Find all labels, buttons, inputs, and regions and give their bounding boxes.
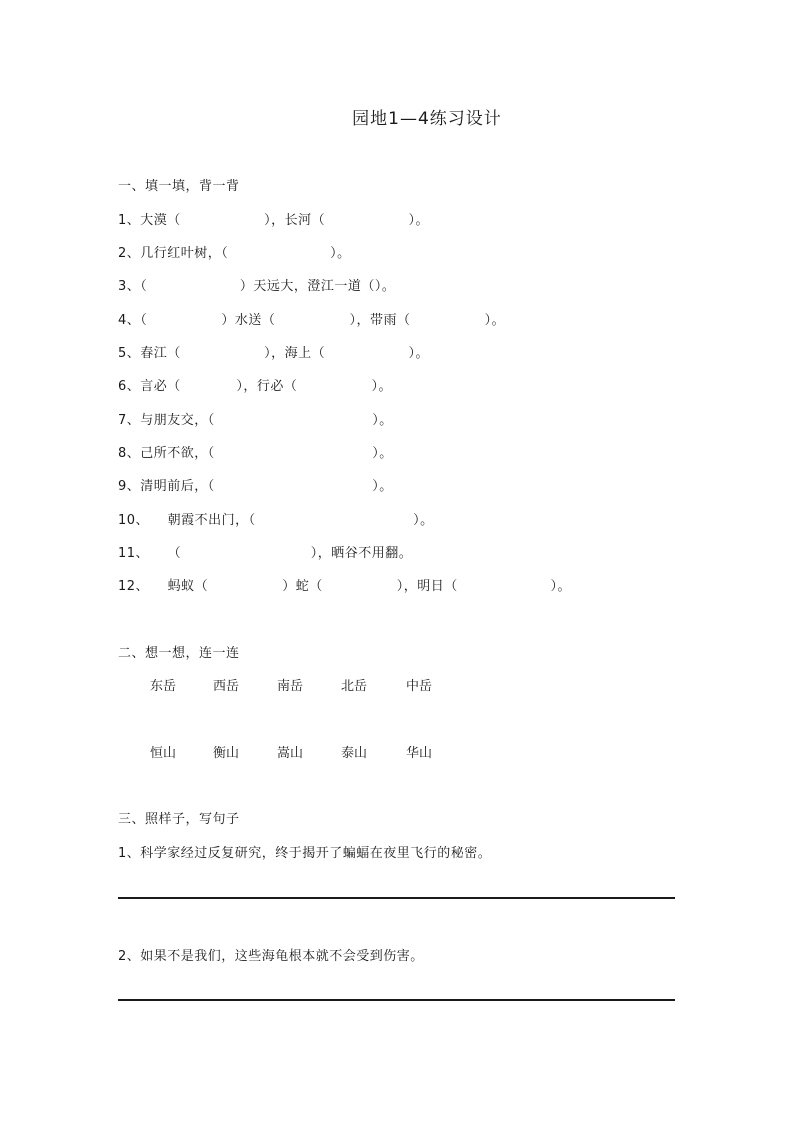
page-title: 园地1—4练习设计 [352,109,502,129]
fill-item-6: 6、言必（ ），行必（ ）。 [118,379,392,394]
fill-item-2: 2、几行红叶树，（ ）。 [118,246,351,261]
match-item-top[interactable]: 东岳 [150,679,177,694]
match-item-top[interactable]: 南岳 [277,679,304,694]
match-item-top[interactable]: 西岳 [213,679,240,694]
match-item-bottom[interactable]: 泰山 [341,746,368,761]
match-item-bottom[interactable]: 恒山 [150,746,177,761]
answer-line-2[interactable] [118,999,675,1001]
match-item-bottom[interactable]: 嵩山 [277,746,304,761]
fill-item-5: 5、春江（ ），海上（ ）。 [118,346,430,361]
fill-item-11: 11、 （ ），晒谷不用翻。 [118,546,413,561]
answer-line-1[interactable] [118,897,675,899]
section-1-heading: 一、填一填，背一背 [118,179,240,194]
fill-item-12: 12、 蚂蚁（ ）蛇（ ），明日（ ）。 [118,579,571,594]
fill-item-7: 7、与朋友交，（ ）。 [118,413,393,428]
sentence-example-1: 1、科学家经过反复研究，终于揭开了蝙蝠在夜里飞行的秘密。 [118,846,492,861]
match-item-top[interactable]: 中岳 [406,679,433,694]
sentence-example-2: 2、如果不是我们，这些海龟根本就不会受到伤害。 [118,949,424,964]
fill-item-8: 8、己所不欲，（ ）。 [118,446,393,461]
match-item-bottom[interactable]: 衡山 [213,746,240,761]
match-item-top[interactable]: 北岳 [341,679,368,694]
fill-item-1: 1、大漠（ ），长河（ ）。 [118,213,430,228]
fill-item-9: 9、清明前后，（ ）。 [118,479,393,494]
fill-item-3: 3、（ ）天远大，澄江一道（）。 [118,279,396,294]
fill-item-4: 4、（ ）水送（ ），带雨（ ）。 [118,313,506,328]
section-2-heading: 二、想一想，连一连 [118,646,240,661]
fill-item-10: 10、 朝霞不出门，（ ）。 [118,513,434,528]
match-item-bottom[interactable]: 华山 [406,746,433,761]
section-3-heading: 三、照样子，写句子 [118,812,240,827]
